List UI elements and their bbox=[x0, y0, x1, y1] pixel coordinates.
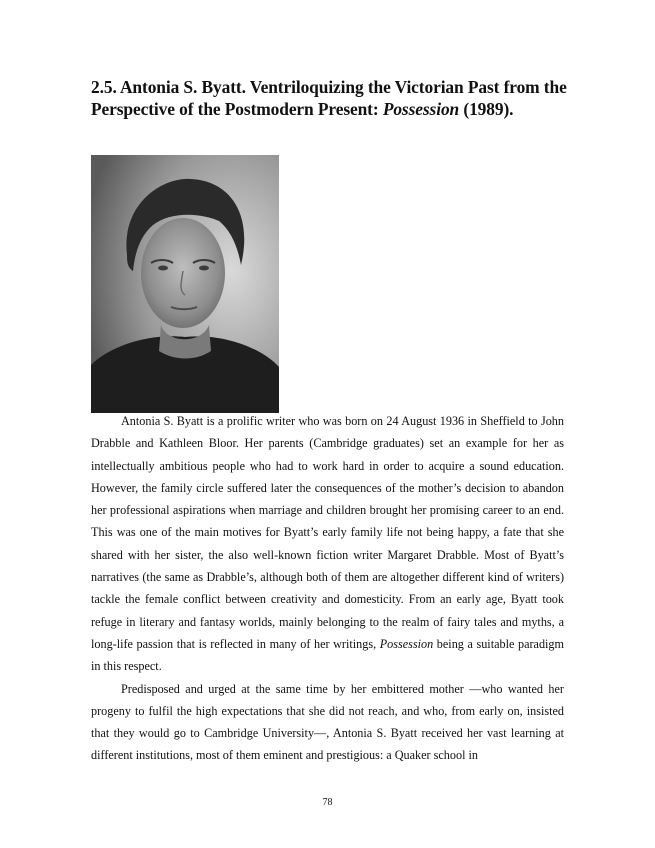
paragraph-1-text: Antonia S. Byatt is a prolific writer who was born on 24 August 1936 in Sheffield to John Drabble and Kathleen Bloor. Her parents (Cambridge graduates) set an example for her as intellectually ambitious people who had to work hard in order to acquire a sound education. However, the family circle suffered later the consequences of the mother’s decision to abandon her professional aspirations when marriage and children brought her promising career to an end. This was one of the main motives for Byatt’s early family life not being happy, a fate that she shared with her sister, the also well-known fiction writer Margaret Drabble. Most of Byatt’s narratives (the same as Drabble’s, although both of them are altogether different kind of writers) tackle the female conflict between creativity and domesticity. From an early age, Byatt took refuge in literary and fantasy worlds, mainly belonging to the realm of fairy tales and myths, a long-life passion that is reflected in many of her writings, bbox=[91, 414, 564, 651]
paragraph-1-italic-title: Possession bbox=[379, 636, 434, 651]
portrait-image bbox=[91, 155, 279, 413]
section-heading bbox=[91, 76, 571, 120]
author-portrait-photo bbox=[91, 155, 279, 413]
paragraph-1-text-end: being a suitable paradigm in this respect. bbox=[91, 636, 564, 674]
section-heading-year: (1989). bbox=[459, 99, 514, 119]
section-heading-text: 2.5. Antonia S. Byatt. Ventriloquizing the Victorian Past from the Perspective of the Postmodern Present: bbox=[91, 77, 567, 119]
paragraph-1 bbox=[91, 410, 564, 678]
paragraph-2: Predisposed and urged at the same time by her embittered mother —who wanted her progeny to fulfil the high expectations that she did not reach, and who, from early on, insisted that they would go to Cambridge University—, Antonia S. Byatt received her vast learning at different institutions, most of them eminent and prestigious: a Quaker school in bbox=[91, 681, 564, 763]
section-heading-italic-title: Possession bbox=[382, 99, 460, 119]
body-text bbox=[91, 410, 564, 767]
page-number: 78 bbox=[322, 797, 333, 808]
